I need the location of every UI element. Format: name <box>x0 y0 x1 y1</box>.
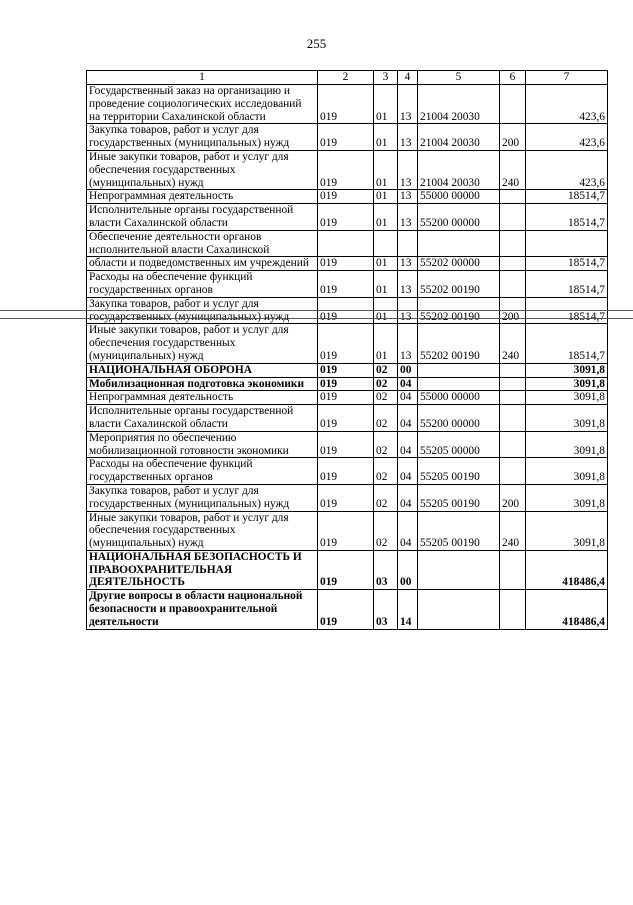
row-amount-cell: 423,6 <box>526 150 608 189</box>
row-subsection-cell: 13 <box>398 204 418 231</box>
row-name-cell: НАЦИОНАЛЬНАЯ БЕЗОПАСНОСТЬ И ПРАВООХРАНИТЕЛЬНАЯ ДЕЯТЕЛЬНОСТЬ <box>87 550 318 589</box>
page-number: 255 <box>306 36 327 51</box>
row-type-cell <box>500 257 526 271</box>
table-row <box>87 204 608 231</box>
row-code-cell: 019 <box>318 204 374 231</box>
table-header-row <box>87 71 608 85</box>
row-amount-cell: 18514,7 <box>526 297 608 324</box>
row-type-cell: 200 <box>500 124 526 151</box>
row-code-cell: 019 <box>318 511 374 550</box>
row-code-cell: 019 <box>318 377 374 391</box>
row-subsection-cell: 13 <box>398 124 418 151</box>
row-name-cell: Расходы на обеспечение функций государственных органов <box>87 458 318 485</box>
row-subsection-cell: 04 <box>398 377 418 391</box>
row-subsection-cell <box>398 230 418 257</box>
row-target-cell: 55205 00190 <box>418 484 500 511</box>
row-target-cell: 21004 20030 <box>418 85 500 124</box>
row-code-cell <box>318 230 374 257</box>
budget-table <box>86 70 608 630</box>
row-type-cell <box>500 190 526 204</box>
row-subsection-cell: 04 <box>398 511 418 550</box>
row-target-cell: 55202 00190 <box>418 271 500 298</box>
row-target-cell: 55202 00190 <box>418 297 500 324</box>
row-code-cell: 019 <box>318 391 374 405</box>
row-code-cell: 019 <box>318 124 374 151</box>
table-row <box>87 484 608 511</box>
row-type-cell <box>500 230 526 257</box>
row-name-cell: НАЦИОНАЛЬНАЯ ОБОРОНА <box>87 363 318 377</box>
table-body <box>87 71 608 630</box>
row-name-cell: Закупка товаров, работ и услуг для государственных (муниципальных) нужд <box>87 297 318 324</box>
row-target-cell: 55202 00000 <box>418 257 500 271</box>
row-target-cell: 55200 00000 <box>418 405 500 432</box>
row-name-cell: Мероприятия по обеспечению мобилизационной готовности экономики <box>87 431 318 458</box>
header-col-7: 7 <box>526 71 608 85</box>
row-subsection-cell: 13 <box>398 271 418 298</box>
row-section-cell: 01 <box>374 297 398 324</box>
table-row <box>87 190 608 204</box>
row-code-cell: 019 <box>318 85 374 124</box>
row-name-cell: Непрограммная деятельность <box>87 190 318 204</box>
row-name-cell: Непрограммная деятельность <box>87 391 318 405</box>
row-section-cell: 02 <box>374 363 398 377</box>
table-row <box>87 431 608 458</box>
row-name-cell: Государственный заказ на организацию и проведение социологических исследований на территории Сахалинской области <box>87 85 318 124</box>
row-code-cell: 019 <box>318 324 374 363</box>
row-section-cell: 03 <box>374 590 398 629</box>
row-name-cell: Закупка товаров, работ и услуг для государственных (муниципальных) нужд <box>87 124 318 151</box>
row-amount-cell: 3091,8 <box>526 484 608 511</box>
row-type-cell: 240 <box>500 511 526 550</box>
row-amount-cell: 18514,7 <box>526 257 608 271</box>
row-section-cell: 02 <box>374 431 398 458</box>
row-section-cell: 02 <box>374 458 398 485</box>
row-amount-cell: 418486,4 <box>526 590 608 629</box>
table-row <box>87 391 608 405</box>
header-col-2: 2 <box>318 71 374 85</box>
row-subsection-cell: 00 <box>398 550 418 589</box>
row-amount-cell: 3091,8 <box>526 391 608 405</box>
row-amount-cell: 18514,7 <box>526 271 608 298</box>
row-name-cell: Иные закупки товаров, работ и услуг для обеспечения государственных (муниципальных) нужд <box>87 511 318 550</box>
row-code-cell: 019 <box>318 590 374 629</box>
table-row <box>87 257 608 271</box>
row-target-cell: 55200 00000 <box>418 204 500 231</box>
row-type-cell <box>500 405 526 432</box>
row-amount-cell: 18514,7 <box>526 190 608 204</box>
row-code-cell: 019 <box>318 257 374 271</box>
row-code-cell: 019 <box>318 431 374 458</box>
row-section-cell: 01 <box>374 204 398 231</box>
table-row <box>87 85 608 124</box>
row-type-cell <box>500 204 526 231</box>
row-type-cell: 200 <box>500 297 526 324</box>
row-type-cell <box>500 271 526 298</box>
row-amount-cell: 3091,8 <box>526 405 608 432</box>
row-section-cell: 02 <box>374 391 398 405</box>
row-target-cell: 55205 00000 <box>418 431 500 458</box>
header-col-5: 5 <box>418 71 500 85</box>
row-amount-cell: 3091,8 <box>526 458 608 485</box>
row-subsection-cell: 04 <box>398 458 418 485</box>
row-section-cell: 01 <box>374 85 398 124</box>
row-type-cell <box>500 85 526 124</box>
row-name-cell: Закупка товаров, работ и услуг для государственных (муниципальных) нужд <box>87 484 318 511</box>
header-col-4: 4 <box>398 71 418 85</box>
table-row <box>87 550 608 589</box>
row-name-cell: Иные закупки товаров, работ и услуг для обеспечения государственных (муниципальных) нужд <box>87 324 318 363</box>
row-type-cell: 200 <box>500 484 526 511</box>
table-row <box>87 405 608 432</box>
row-subsection-cell: 14 <box>398 590 418 629</box>
row-name-cell: Мобилизационная подготовка экономики <box>87 377 318 391</box>
row-section-cell: 01 <box>374 190 398 204</box>
row-target-cell: 55000 00000 <box>418 190 500 204</box>
row-type-cell <box>500 391 526 405</box>
row-type-cell: 240 <box>500 150 526 189</box>
row-target-cell: 21004 20030 <box>418 150 500 189</box>
table-row <box>87 230 608 257</box>
table-row <box>87 324 608 363</box>
row-name-cell: Расходы на обеспечение функций государственных органов <box>87 271 318 298</box>
row-amount-cell: 3091,8 <box>526 377 608 391</box>
row-section-cell: 01 <box>374 150 398 189</box>
row-name-cell: Исполнительные органы государственной власти Сахалинской области <box>87 204 318 231</box>
row-subsection-cell: 04 <box>398 391 418 405</box>
row-target-cell <box>418 590 500 629</box>
table-row <box>87 150 608 189</box>
row-code-cell: 019 <box>318 297 374 324</box>
row-name-cell: Другие вопросы в области национальной безопасности и правоохранительной деятельности <box>87 590 318 629</box>
row-amount-cell: 18514,7 <box>526 324 608 363</box>
row-amount-cell: 423,6 <box>526 124 608 151</box>
row-target-cell: 55205 00190 <box>418 511 500 550</box>
row-section-cell: 01 <box>374 271 398 298</box>
table-row <box>87 271 608 298</box>
row-amount-cell: 418486,4 <box>526 550 608 589</box>
row-target-cell: 21004 20030 <box>418 124 500 151</box>
row-name-cell: Иные закупки товаров, работ и услуг для обеспечения государственных (муниципальных) нужд <box>87 150 318 189</box>
row-code-cell: 019 <box>318 405 374 432</box>
row-target-cell <box>418 363 500 377</box>
table-row <box>87 124 608 151</box>
row-target-cell <box>418 550 500 589</box>
row-amount-cell: 423,6 <box>526 85 608 124</box>
row-subsection-cell: 04 <box>398 431 418 458</box>
scan-artifact-line <box>0 310 633 311</box>
header-col-6: 6 <box>500 71 526 85</box>
row-subsection-cell: 13 <box>398 190 418 204</box>
row-section-cell: 03 <box>374 550 398 589</box>
header-col-1: 1 <box>87 71 318 85</box>
row-target-cell <box>418 230 500 257</box>
row-section-cell: 02 <box>374 511 398 550</box>
table-row <box>87 377 608 391</box>
row-target-cell: 55205 00190 <box>418 458 500 485</box>
row-type-cell <box>500 431 526 458</box>
row-code-cell: 019 <box>318 484 374 511</box>
row-section-cell: 01 <box>374 124 398 151</box>
row-subsection-cell: 13 <box>398 85 418 124</box>
row-subsection-cell: 00 <box>398 363 418 377</box>
row-name-cell: Обеспечение деятельности органов исполнительной власти Сахалинской <box>87 230 318 257</box>
row-code-cell: 019 <box>318 363 374 377</box>
table-row <box>87 590 608 629</box>
row-code-cell: 019 <box>318 458 374 485</box>
row-amount-cell <box>526 230 608 257</box>
row-amount-cell: 3091,8 <box>526 511 608 550</box>
row-type-cell <box>500 377 526 391</box>
row-amount-cell: 3091,8 <box>526 431 608 458</box>
row-subsection-cell: 13 <box>398 297 418 324</box>
row-subsection-cell: 13 <box>398 257 418 271</box>
row-type-cell <box>500 590 526 629</box>
row-section-cell <box>374 230 398 257</box>
row-section-cell: 02 <box>374 405 398 432</box>
row-code-cell: 019 <box>318 190 374 204</box>
row-subsection-cell: 13 <box>398 324 418 363</box>
row-type-cell: 240 <box>500 324 526 363</box>
row-subsection-cell: 04 <box>398 484 418 511</box>
table-row <box>87 363 608 377</box>
row-code-cell: 019 <box>318 150 374 189</box>
row-amount-cell: 3091,8 <box>526 363 608 377</box>
row-name-cell: области и подведомственных им учреждений <box>87 257 318 271</box>
row-section-cell: 01 <box>374 257 398 271</box>
scan-artifact-line <box>0 318 633 319</box>
table-row <box>87 511 608 550</box>
header-col-3: 3 <box>374 71 398 85</box>
row-type-cell <box>500 458 526 485</box>
row-name-cell: Исполнительные органы государственной власти Сахалинской области <box>87 405 318 432</box>
row-target-cell: 55202 00190 <box>418 324 500 363</box>
row-code-cell: 019 <box>318 271 374 298</box>
row-target-cell: 55000 00000 <box>418 391 500 405</box>
row-type-cell <box>500 363 526 377</box>
row-target-cell <box>418 377 500 391</box>
row-subsection-cell: 13 <box>398 150 418 189</box>
table-row <box>87 458 608 485</box>
row-section-cell: 02 <box>374 377 398 391</box>
row-type-cell <box>500 550 526 589</box>
row-subsection-cell: 04 <box>398 405 418 432</box>
row-code-cell: 019 <box>318 550 374 589</box>
row-amount-cell: 18514,7 <box>526 204 608 231</box>
row-section-cell: 01 <box>374 324 398 363</box>
row-section-cell: 02 <box>374 484 398 511</box>
